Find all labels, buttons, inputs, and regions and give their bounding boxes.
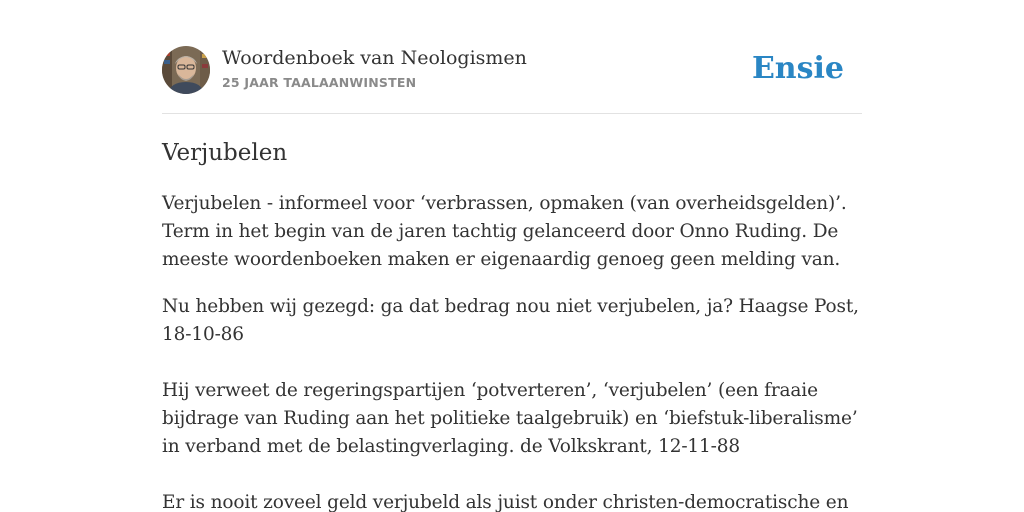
quote-item: Nu hebben wij gezegd: ga dat bedrag nou niet verjubelen, ja? Haagse Post, 18-10-86 xyxy=(162,296,859,345)
page-title: Verjubelen xyxy=(162,140,288,166)
entry-content xyxy=(162,190,862,512)
entry-definition: Verjubelen - informeel voor ‘verbrassen, opmaken (van overheidsgelden)’. Term in het begin van de jaren tachtig gelanceerd door Onno Ruding. De meeste woordenboeken maken er eigenaardig genoeg geen melding van. xyxy=(162,193,847,270)
page-header xyxy=(162,46,862,96)
source-tagline: 25 JAAR TAALAANWINSTEN xyxy=(222,75,417,90)
avatar[interactable] xyxy=(162,46,210,94)
brand-logo[interactable]: Ensie xyxy=(751,51,844,86)
entry-quotes xyxy=(162,293,862,512)
page-container xyxy=(162,0,862,512)
person-portrait-icon xyxy=(162,46,210,94)
source-name[interactable]: Woordenboek van Neologismen xyxy=(222,47,527,69)
quote-item: Hij verweet de regeringspartijen ‘potverteren’, ‘verjubelen’ (een fraaie bijdrage van Ruding aan het politieke taalgebruik) en ‘biefstuk-liberalisme’ in verband met de belastingverlaging. de Volkskrant, 12-11-88 xyxy=(162,380,858,457)
quote-item: Er is nooit zoveel geld verjubeld als juist onder christen-democratische en xyxy=(162,492,849,512)
header-divider xyxy=(162,113,862,114)
